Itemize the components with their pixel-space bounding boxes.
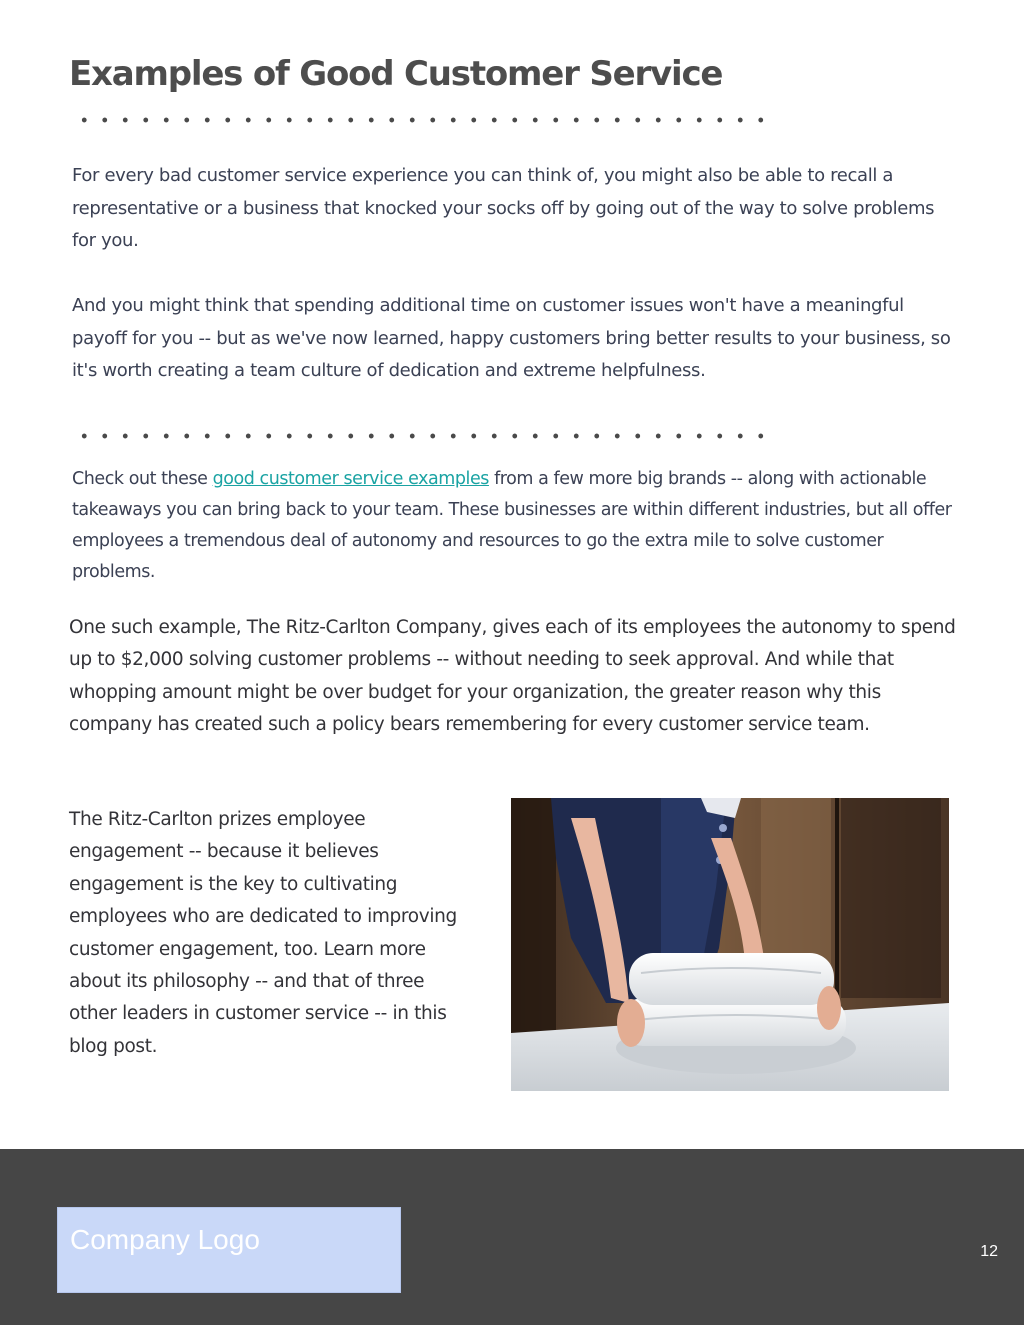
intro-paragraph-1: For every bad customer service experience you can think of, you might also be able to recall a representative or a business that knocked your socks off by going out of the way to solve problems for you. <box>72 165 935 251</box>
company-logo-text: Company Logo <box>70 1224 260 1255</box>
check-out-lead-text: Check out these <box>72 469 213 489</box>
ritz-carlton-paragraph: One such example, The Ritz-Carlton Company, gives each of its employees the autonomy to spend up to $2,000 solving customer problems -- without needing to seek approval. And while that whopping amount might be over budget for your organization, the greater reason why this company has created such a policy bears remembering for every customer service team. <box>69 617 956 735</box>
page-title: Examples of Good Customer Service <box>69 54 723 94</box>
company-logo-placeholder <box>57 1207 401 1293</box>
intro-paragraph-2: And you might think that spending additional time on customer issues won't have a meaningful payoff for you -- but as we've now learned, happy customers bring better results to your business, so it's worth creating a team culture of dedication and extreme helpfulness. <box>72 295 951 381</box>
good-customer-service-examples-link[interactable]: good customer service examples <box>212 469 489 489</box>
housekeeper-towels-photo <box>511 798 949 1091</box>
check-out-paragraph <box>72 464 952 588</box>
dotted-divider-top <box>74 117 774 123</box>
intro-paragraphs <box>72 160 952 388</box>
page-footer <box>0 1149 1024 1325</box>
dotted-divider-middle <box>74 433 774 439</box>
employee-engagement-paragraph: The Ritz-Carlton prizes employee engagement -- because it believes engagement is the key to cultivating employees who are dedicated to improving customer engagement, too. Learn more about its philosophy -- and that of three other leaders in customer service -- in this blog post. <box>69 809 457 1057</box>
check-out-trailing-text: from a few more big brands -- along with actionable takeaways you can bring back to your team. These businesses are within different industries, but all offer employees a tremendous deal of autonomy and resources to go the extra mile to solve customer problems. <box>72 469 952 582</box>
page-number: 12 <box>980 1243 998 1260</box>
